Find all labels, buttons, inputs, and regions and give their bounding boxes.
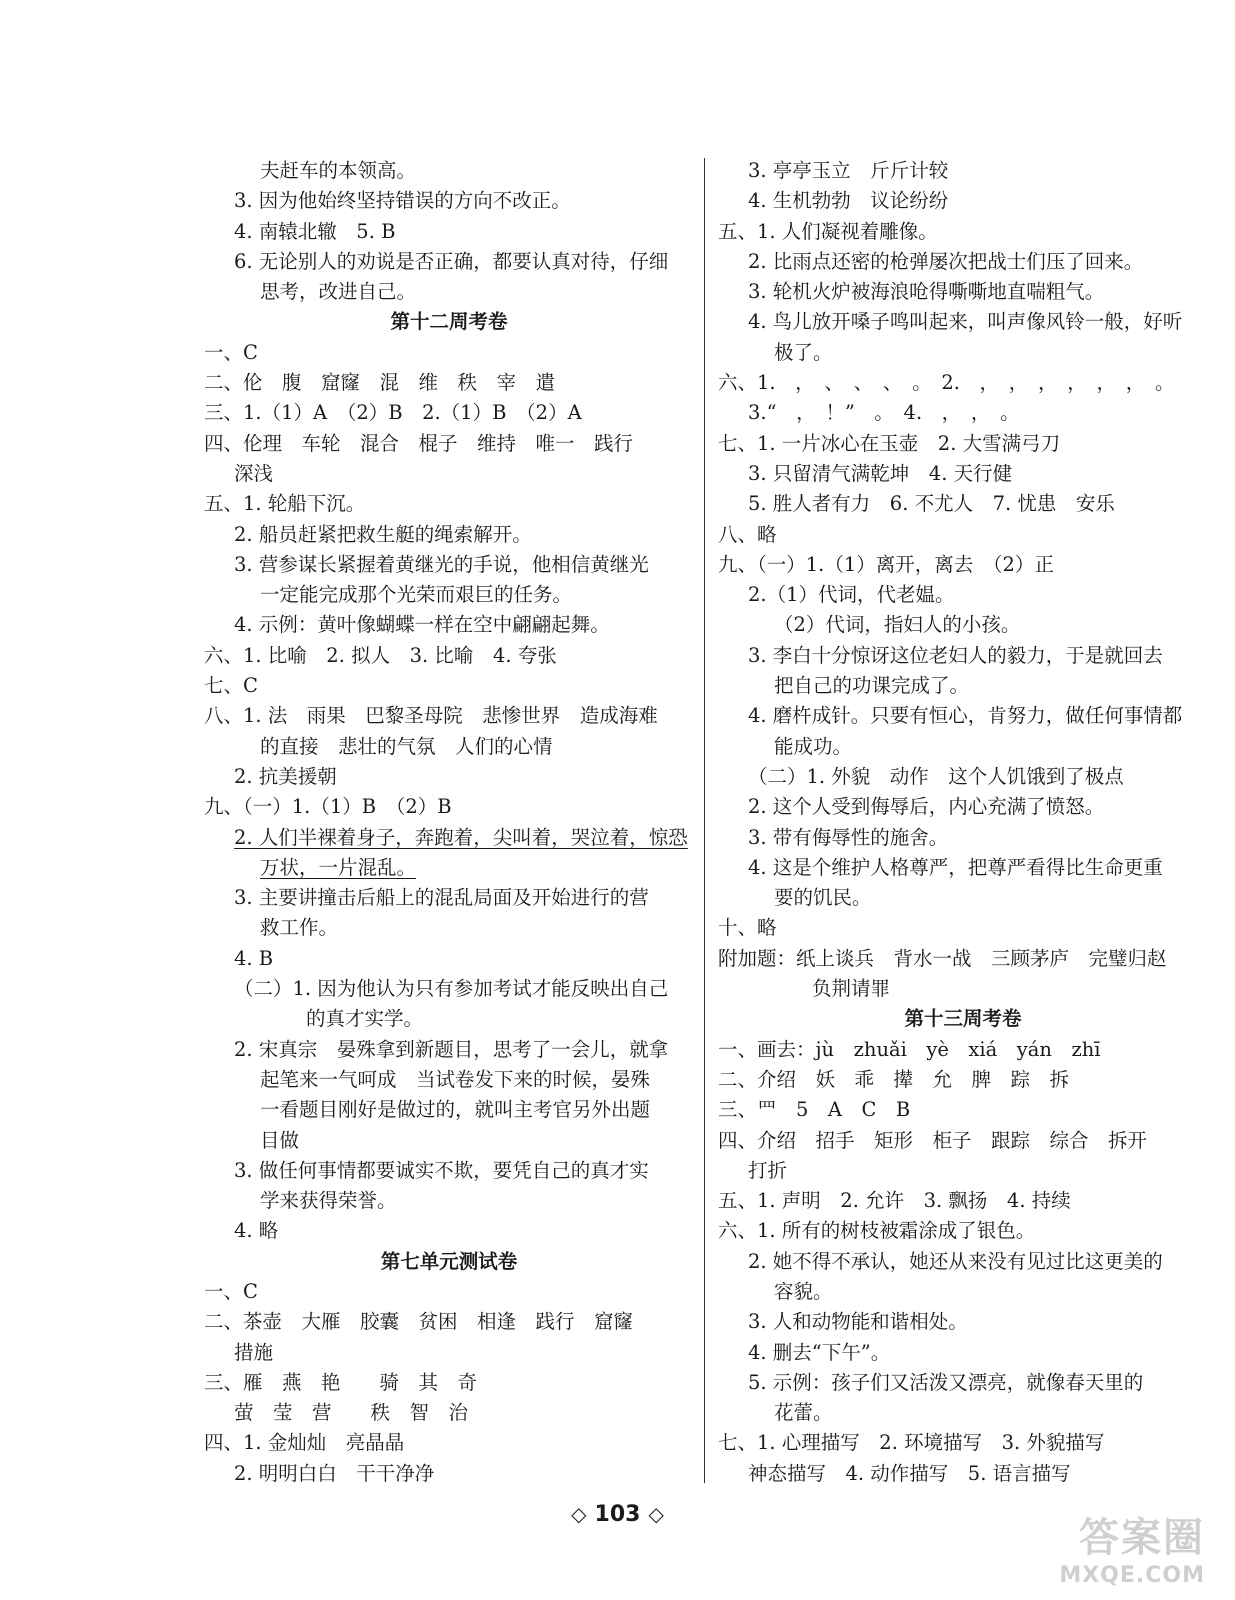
answer-line: 花蕾。 [774, 1401, 833, 1425]
answer-line: 五、1. 声明 2. 允许 3. 飘扬 4. 持续 [718, 1189, 1071, 1213]
answer-line: （二）1. 因为他认为只有参加考试才能反映出自己 [234, 977, 669, 1001]
answer-line: 3. 人和动物能和谐相处。 [748, 1310, 968, 1334]
answer-line: 2. 明明白白 干干净净 [234, 1461, 435, 1485]
answer-line: 思考，改进自己。 [260, 280, 417, 304]
section-title: 第七单元测试卷 [380, 1249, 518, 1273]
answer-line: 五、1. 轮船下沉。 [204, 492, 366, 516]
answer-line: （2）代词，指妇人的小孩。 [774, 613, 1021, 637]
answer-line: 九、（一）1.（1）离开，离去 （2）正 [718, 552, 1054, 576]
page-footer [0, 1502, 1235, 1527]
answer-line: 十、略 [718, 916, 777, 940]
answer-line: 4. 示例：黄叶像蝴蝶一样在空中翩翩起舞。 [234, 613, 610, 637]
answer-line: 打折 [748, 1158, 788, 1182]
answer-line: 极了。 [774, 340, 833, 364]
answer-line: 2. 抗美援朝 [234, 764, 337, 788]
answer-line: 起笔来一气呵成 当试卷发下来的时候，晏殊 [260, 1067, 651, 1091]
answer-line: 一定能完成那个光荣而艰巨的任务。 [260, 583, 573, 607]
answer-line: 3.“ ， ！” 。 4. ， ， 。 [748, 401, 1020, 425]
answer-line: 三、罒 5 A C B [718, 1098, 911, 1122]
answer-line: 六、1. 所有的树枝被霜涂成了银色。 [718, 1219, 1036, 1243]
answer-line: 3. 做任何事情都要诚实不欺，要凭自己的真才实 [234, 1158, 649, 1182]
answer-line: 2. 船员赶紧把救生艇的绳索解开。 [234, 522, 532, 546]
answer-line: 目做 [260, 1128, 300, 1152]
answer-line: 2. 人们半裸着身子，奔跑着，尖叫着，哭泣着，惊恐 [234, 825, 688, 849]
answer-line: 四、1. 金灿灿 亮晶晶 [204, 1431, 405, 1455]
right-answer-column [718, 156, 1208, 1489]
answer-line: 四、伦理 车轮 混合 棍子 维持 唯一 践行 [204, 431, 634, 455]
answer-line: 一、画去：jù zhuǎi yè xiá yán zhī [718, 1037, 1101, 1061]
answer-line: 4. 略 [234, 1219, 279, 1243]
section-title: 第十二周考卷 [390, 310, 508, 334]
diamond-right-icon: ◇ [648, 1502, 664, 1526]
answer-line: 的直接 悲壮的气氛 人们的心情 [260, 734, 553, 758]
answer-line: 4. B [234, 946, 274, 970]
answer-line: 八、略 [718, 522, 777, 546]
answer-line: 4. 删去“下午”。 [748, 1340, 891, 1364]
answer-line: 3. 因为他始终坚持错误的方向不改正。 [234, 189, 571, 213]
answer-line: 2.（1）代词，代老媪。 [748, 583, 955, 607]
column-divider [704, 158, 705, 1483]
answer-line: 把自己的功课完成了。 [774, 674, 970, 698]
answer-line: 能成功。 [774, 734, 853, 758]
page-number: 103 [594, 1502, 641, 1527]
left-answer-column [204, 156, 694, 1489]
answer-line: 负荆请罪 [812, 977, 891, 1001]
answer-line: 六、1. ， 、 、 、 。 2. ， ， ， ， ， ， 。 [718, 371, 1175, 395]
answer-line: 救工作。 [260, 916, 339, 940]
answer-line: 4. 磨杵成针。只要有恒心，肯努力，做任何事情都 [748, 704, 1183, 728]
answer-line: 万状，一片混乱。 [260, 855, 417, 879]
answer-line: 三、1.（1）A （2）B 2.（1）B （2）A [204, 401, 582, 425]
answer-line: 3. 主要讲撞击后船上的混乱局面及开始进行的营 [234, 886, 649, 910]
answer-line: 3. 营参谋长紧握着黄继光的手说，他相信黄继光 [234, 552, 649, 576]
answer-line: 4. 生机勃勃 议论纷纷 [748, 189, 949, 213]
answer-line: 3. 亭亭玉立 斤斤计较 [748, 159, 949, 182]
answer-line: 2. 宋真宗 晏殊拿到新题目，思考了一会儿，就拿 [234, 1037, 669, 1061]
answer-line: 3. 李白十分惊讶这位老妇人的毅力，于是就回去 [748, 643, 1163, 667]
answer-line: 2. 她不得不承认，她还从来没有见过比这更美的 [748, 1249, 1163, 1273]
answer-line: 一、C [204, 1279, 258, 1303]
answer-line: 的真才实学。 [306, 1007, 424, 1031]
answer-line: 3. 轮机火炉被海浪呛得嘶嘶地直喘粗气。 [748, 280, 1105, 304]
answer-line: 神态描写 4. 动作描写 5. 语言描写 [748, 1461, 1071, 1485]
answer-line: 要的饥民。 [774, 886, 872, 910]
answer-line: 4. 鸟儿放开嗓子鸣叫起来，叫声像风铃一般，好听 [748, 310, 1183, 334]
answer-line: 二、茶壶 大雁 胶囊 贫困 相逢 践行 窟窿 [204, 1310, 634, 1334]
answer-line: 3. 带有侮辱性的施舍。 [748, 825, 949, 849]
answer-line: 容貌。 [774, 1279, 833, 1303]
answer-line: 二、伦 腹 窟窿 混 维 秩 宰 遣 [204, 371, 556, 395]
answer-line: 五、1. 人们凝视着雕像。 [718, 219, 938, 243]
answer-line: 2. 比雨点还密的枪弹屡次把战士们压了回来。 [748, 249, 1144, 273]
answer-line: 七、1. 一片冰心在玉壶 2. 大雪满弓刀 [718, 431, 1061, 455]
section-title: 第十三周考卷 [904, 1007, 1022, 1031]
answer-line: 学来获得荣誉。 [260, 1189, 397, 1213]
answer-line: 九、（一）1.（1）B （2）B [204, 795, 452, 819]
answer-line: 措施 [234, 1340, 274, 1364]
answer-line: 七、1. 心理描写 2. 环境描写 3. 外貌描写 [718, 1431, 1105, 1455]
answer-line: 深浅 [234, 461, 274, 485]
answer-line: 萤 莹 营 秩 智 治 [234, 1401, 469, 1425]
answer-line: （二）1. 外貌 动作 这个人饥饿到了极点 [748, 764, 1124, 788]
diamond-left-icon: ◇ [571, 1502, 587, 1526]
answer-line: 2. 这个人受到侮辱后，内心充满了愤怒。 [748, 795, 1105, 819]
answer-line: 三、雁 燕 艳 骑 其 奇 [204, 1370, 478, 1394]
watermark-logo [1059, 1506, 1205, 1588]
answer-line: 七、C [204, 674, 258, 698]
answer-line: 二、介绍 妖 乖 撵 允 脾 踪 拆 [718, 1067, 1070, 1091]
answer-line: 3. 只留清气满乾坤 4. 天行健 [748, 461, 1013, 485]
answer-line: 附加题：纸上谈兵 背水一战 三顾茅庐 完璧归赵 [718, 946, 1167, 970]
watermark-url: MXQE.COM [1059, 1563, 1205, 1588]
answer-line: 八、1. 法 雨果 巴黎圣母院 悲惨世界 造成海难 [204, 704, 658, 728]
answer-line: 6. 无论别人的劝说是否正确，都要认真对待，仔细 [234, 249, 669, 273]
answer-line: 一、C [204, 340, 258, 364]
answer-line: 夫赶车的本领高。 [260, 159, 417, 182]
answer-line: 六、1. 比喻 2. 拟人 3. 比喻 4. 夸张 [204, 643, 557, 667]
answer-line: 5. 示例：孩子们又活泼又漂亮，就像春天里的 [748, 1370, 1144, 1394]
answer-line: 一看题目刚好是做过的，就叫主考官另外出题 [260, 1098, 651, 1122]
answer-line: 四、介绍 招手 矩形 柜子 跟踪 综合 拆开 [718, 1128, 1148, 1152]
answer-line: 4. 南辕北辙 5. B [234, 219, 396, 243]
watermark-text: 答案圈 [1079, 1515, 1205, 1561]
answer-line: 5. 胜人者有力 6. 不尤人 7. 忧患 安乐 [748, 492, 1115, 516]
answer-line: 4. 这是个维护人格尊严，把尊严看得比生命更重 [748, 855, 1163, 879]
